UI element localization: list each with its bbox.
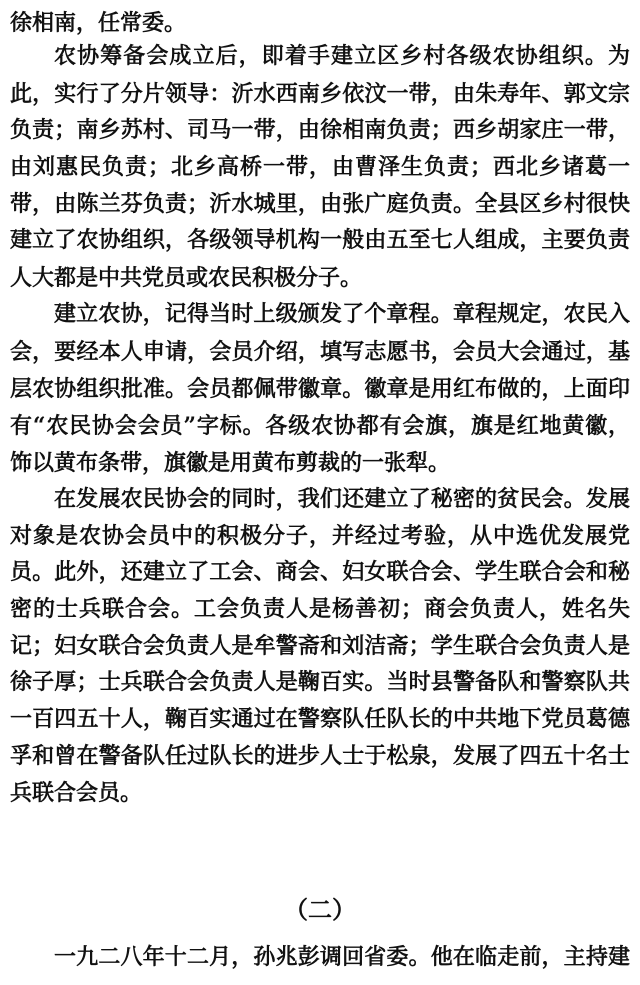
paragraph-3-line-3: 层农协组织批准。会员都佩带徽章。徽章是用红布做的，上面印 bbox=[10, 376, 630, 402]
paragraph-2-line-2: 此，实行了分片领导：沂水西南乡依汶一带，由朱寿年、郭文宗 bbox=[10, 81, 630, 107]
paragraph-3-line-1: 建立农协，记得当时上级颁发了个章程。章程规定，农民入 bbox=[54, 301, 630, 327]
paragraph-3-line-5: 饰以黄布条带，旗徽是用黄布剪裁的一张犁。 bbox=[10, 450, 451, 476]
paragraph-4-line-1: 在发展农民协会的同时，我们还建立了秘密的贫民会。发展 bbox=[54, 486, 630, 512]
section-heading: （二） bbox=[284, 896, 356, 924]
paragraph-2-line-7: 人大都是中共党员或农民积极分子。 bbox=[10, 265, 363, 291]
paragraph-2-line-1: 农协筹备会成立后，即着手建立区乡村各级农协组织。为 bbox=[54, 43, 630, 69]
paragraph-4-line-6: 徐子厚；士兵联合会负责人是鞠百实。当时县警备队和警察队共 bbox=[10, 669, 630, 695]
paragraph-3-line-2: 会，要经本人申请，会员介绍，填写志愿书，会员大会通过，基 bbox=[10, 339, 630, 365]
paragraph-4-line-7: 一百四五十人，鞠百实通过在警察队任队长的中共地下党员葛德 bbox=[10, 706, 630, 732]
final-paragraph-line-1: 一九二八年十二月，孙兆彭调回省委。他在临走前，主持建 bbox=[54, 944, 630, 970]
paragraph-2-line-4: 由刘惠民负责；北乡高桥一带，由曹泽生负责；西北乡诸葛一 bbox=[10, 154, 630, 180]
paragraph-2-line-5: 带，由陈兰芬负责；沂水城里，由张广庭负责。全县区乡村很快 bbox=[10, 191, 630, 217]
paragraph-4-line-2: 对象是农协会员中的积极分子，并经过考验，从中选优发展党 bbox=[10, 523, 630, 549]
paragraph-1-line-1: 徐相南，任常委。 bbox=[10, 10, 187, 36]
paragraph-2-line-3: 负责；南乡苏村、司马一带，由徐相南负责；西乡胡家庄一带， bbox=[10, 117, 630, 143]
paragraph-4-line-9: 兵联合会员。 bbox=[10, 780, 143, 806]
paragraph-4-line-3: 员。此外，还建立了工会、商会、妇女联合会、学生联合会和秘 bbox=[10, 559, 630, 585]
paragraph-4-line-5: 记；妇女联合会负责人是牟警斋和刘洁斋；学生联合会负责人是 bbox=[10, 633, 630, 659]
paragraph-4-line-8: 孚和曾在警备队任过队长的进步人士于松泉，发展了四五十名士 bbox=[10, 743, 630, 769]
paragraph-3-line-4: 有“农民协会会员”字标。各级农协都有会旗，旗是红地黄徽， bbox=[10, 413, 630, 439]
paragraph-4-line-4: 密的士兵联合会。工会负责人是杨善初；商会负责人，姓名失 bbox=[10, 596, 630, 622]
paragraph-2-line-6: 建立了农协组织，各级领导机构一般由五至七人组成，主要负责 bbox=[10, 227, 630, 253]
